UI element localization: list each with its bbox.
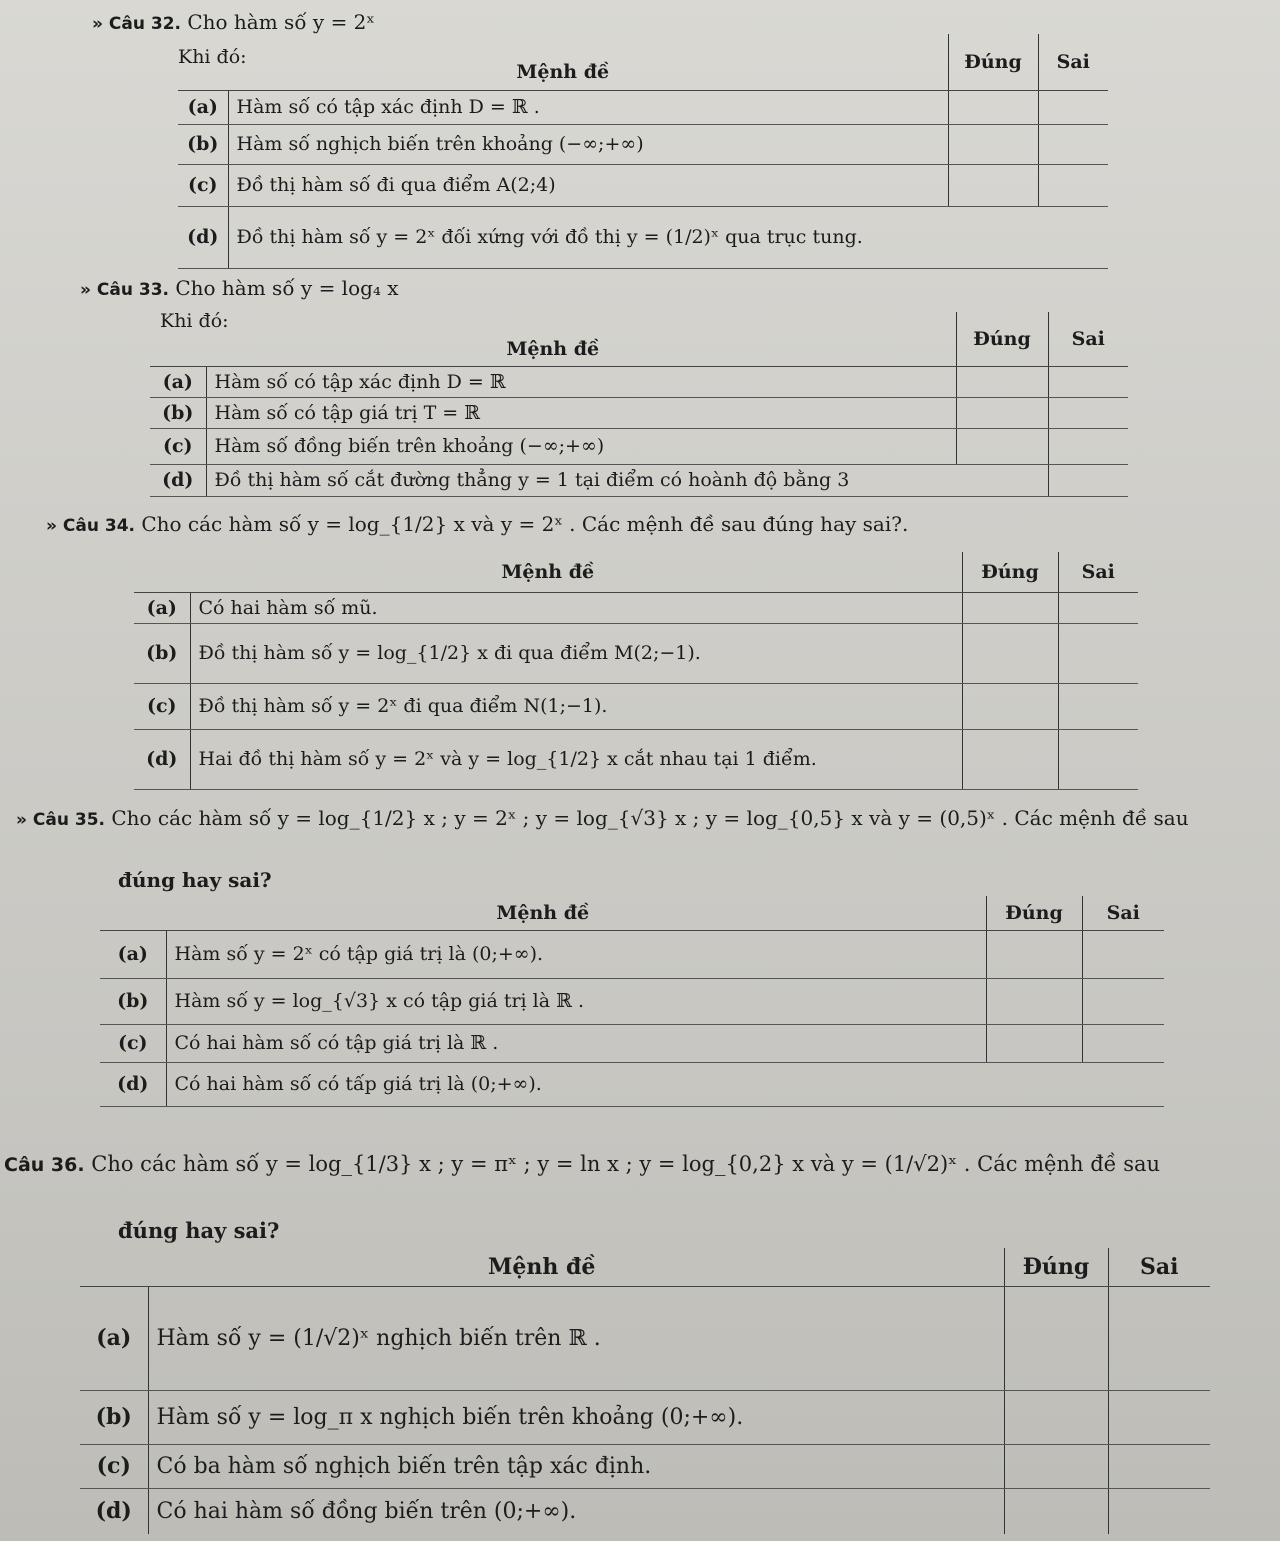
q36-row-c	[80, 1444, 1210, 1488]
dung-cell[interactable]	[948, 164, 1038, 206]
q35-col-sai: Sai	[1082, 896, 1164, 930]
dung-cell[interactable]	[962, 683, 1058, 729]
row-label: (a)	[178, 90, 228, 124]
sai-cell[interactable]	[1048, 366, 1128, 397]
q34-row-d	[134, 729, 1138, 789]
q34-text: Cho các hàm số y = log_{1/2} x và y = 2ˣ . Các mệnh đề sau đúng hay sai?.	[141, 512, 909, 536]
q33-header: » Câu 33.	[80, 280, 169, 300]
row-label: (d)	[80, 1488, 148, 1534]
q32-row-d	[178, 206, 1108, 268]
sai-cell[interactable]	[1082, 1062, 1164, 1106]
sai-cell[interactable]	[1038, 164, 1108, 206]
q35-text2: đúng hay sai?	[118, 868, 272, 892]
q35-table	[100, 896, 1164, 1107]
dung-cell[interactable]	[986, 978, 1082, 1024]
q35-row-b	[100, 978, 1164, 1024]
q36-title	[4, 1152, 1160, 1176]
row-label: (d)	[150, 464, 206, 496]
dung-cell[interactable]	[948, 124, 1038, 164]
dung-cell[interactable]	[986, 930, 1082, 978]
row-label: (a)	[80, 1286, 148, 1390]
q33-khi-do: Khi đó:	[160, 310, 229, 332]
q33-table	[150, 312, 1128, 497]
q32-col-dung: Đúng	[948, 34, 1038, 90]
sai-cell[interactable]	[1048, 464, 1128, 496]
q33-col-sai: Sai	[1048, 312, 1128, 366]
sai-cell[interactable]	[1058, 683, 1138, 729]
row-label: (a)	[100, 930, 166, 978]
q33-col-menh-de: Mệnh đề	[150, 312, 956, 366]
row-text: Đồ thị hàm số đi qua điểm A(2;4)	[228, 164, 948, 206]
row-text: Hàm số nghịch biến trên khoảng (−∞;+∞)	[228, 124, 948, 164]
q35-col-menh-de: Mệnh đề	[100, 896, 986, 930]
row-text: Có hai hàm số mũ.	[190, 592, 962, 623]
q35-row-c	[100, 1024, 1164, 1062]
row-label: (b)	[100, 978, 166, 1024]
row-label: (b)	[150, 397, 206, 428]
dung-cell[interactable]	[1004, 1390, 1108, 1444]
q33-row-d	[150, 464, 1128, 496]
q33-row-a	[150, 366, 1128, 397]
q35-header: » Câu 35.	[16, 810, 105, 830]
q35-title	[16, 806, 1189, 830]
q34-row-b	[134, 623, 1138, 683]
row-text: Hàm số đồng biến trên khoảng (−∞;+∞)	[206, 428, 956, 464]
q32-row-b	[178, 124, 1108, 164]
q32-col-sai: Sai	[1038, 34, 1108, 90]
sai-cell[interactable]	[1038, 124, 1108, 164]
q34-col-sai: Sai	[1058, 552, 1138, 592]
row-label: (c)	[134, 683, 190, 729]
row-label: (b)	[80, 1390, 148, 1444]
dung-cell[interactable]	[948, 90, 1038, 124]
dung-cell[interactable]	[956, 428, 1048, 464]
row-text: Hàm số có tập xác định D = ℝ	[206, 366, 956, 397]
q34-row-c	[134, 683, 1138, 729]
row-text: Hàm số y = log_{√3} x có tập giá trị là ℝ .	[166, 978, 986, 1024]
row-text: Hàm số y = 2ˣ có tập giá trị là (0;+∞).	[166, 930, 986, 978]
row-text: Hai đồ thị hàm số y = 2ˣ và y = log_{1/2} x cắt nhau tại 1 điểm.	[190, 729, 962, 789]
sai-cell[interactable]	[1048, 397, 1128, 428]
sai-cell[interactable]	[1082, 978, 1164, 1024]
sai-cell[interactable]	[1082, 1024, 1164, 1062]
row-label: (a)	[150, 366, 206, 397]
row-text: Có hai hàm số có tập giá trị là ℝ .	[166, 1024, 986, 1062]
row-text: Có ba hàm số nghịch biến trên tập xác định.	[148, 1444, 1004, 1488]
q32-title	[92, 10, 375, 34]
dung-cell[interactable]	[986, 1024, 1082, 1062]
row-text: Đồ thị hàm số cắt đường thẳng y = 1 tại điểm có hoành độ bằng 3	[206, 464, 1048, 496]
row-label: (d)	[100, 1062, 166, 1106]
q36-col-dung: Đúng	[1004, 1248, 1108, 1286]
row-label: (d)	[178, 206, 228, 268]
row-text: Hàm số có tập giá trị T = ℝ	[206, 397, 956, 428]
q32-table	[178, 34, 1108, 269]
q32-col-menh-de: Mệnh đề	[178, 34, 948, 90]
row-label: (c)	[150, 428, 206, 464]
q32-text: Cho hàm số y = 2ˣ	[187, 10, 375, 34]
q35-row-d	[100, 1062, 1164, 1106]
q32-row-c	[178, 164, 1108, 206]
dung-cell[interactable]	[1004, 1444, 1108, 1488]
q34-header: » Câu 34.	[46, 516, 135, 536]
q34-row-a	[134, 592, 1138, 623]
sai-cell[interactable]	[1058, 623, 1138, 683]
sai-cell[interactable]	[1048, 428, 1128, 464]
q35-text: Cho các hàm số y = log_{1/2} x ; y = 2ˣ ; y = log_{√3} x ; y = log_{0,5} x và y = (0,5)ˣ . Các mệnh đề sau	[111, 806, 1189, 830]
q34-col-dung: Đúng	[962, 552, 1058, 592]
row-text: Hàm số y = log_π x nghịch biến trên khoảng (0;+∞).	[148, 1390, 1004, 1444]
dung-cell[interactable]	[962, 729, 1058, 789]
q36-table	[80, 1248, 1210, 1534]
dung-cell[interactable]	[962, 592, 1058, 623]
dung-cell[interactable]	[956, 397, 1048, 428]
row-text: Hàm số y = (1/√2)ˣ nghịch biến trên ℝ .	[148, 1286, 1004, 1390]
q34-col-menh-de: Mệnh đề	[134, 552, 962, 592]
row-text: Hàm số có tập xác định D = ℝ .	[228, 90, 948, 124]
q33-title	[80, 276, 399, 300]
sai-cell[interactable]	[1108, 1488, 1210, 1534]
q32-khi-do: Khi đó:	[178, 46, 247, 68]
sai-cell[interactable]	[1108, 1390, 1210, 1444]
q34-table	[134, 552, 1138, 790]
q36-text: Cho các hàm số y = log_{1/3} x ; y = πˣ ; y = ln x ; y = log_{0,2} x và y = (1/√2)ˣ . Các mệnh đề sau	[91, 1152, 1161, 1176]
row-label: (b)	[178, 124, 228, 164]
q33-row-b	[150, 397, 1128, 428]
row-label: (c)	[178, 164, 228, 206]
q36-text2: đúng hay sai?	[118, 1218, 280, 1243]
q34-title	[46, 512, 908, 536]
q35-row-a	[100, 930, 1164, 978]
q36-row-a	[80, 1286, 1210, 1390]
row-label: (d)	[134, 729, 190, 789]
row-text: Đồ thị hàm số y = log_{1/2} x đi qua điểm M(2;−1).	[190, 623, 962, 683]
q33-text: Cho hàm số y = log₄ x	[175, 276, 399, 300]
row-text: Đồ thị hàm số y = 2ˣ đối xứng với đồ thị y = (1/2)ˣ qua trục tung.	[228, 206, 1108, 268]
row-label: (a)	[134, 592, 190, 623]
q32-row-a	[178, 90, 1108, 124]
sai-cell[interactable]	[1082, 930, 1164, 978]
sai-cell[interactable]	[1108, 1286, 1210, 1390]
dung-cell[interactable]	[1004, 1488, 1108, 1534]
sai-cell[interactable]	[1108, 1444, 1210, 1488]
q32-header: » Câu 32.	[92, 14, 181, 34]
row-label: (b)	[134, 623, 190, 683]
q33-row-c	[150, 428, 1128, 464]
sai-cell[interactable]	[1058, 729, 1138, 789]
dung-cell[interactable]	[956, 366, 1048, 397]
dung-cell[interactable]	[962, 623, 1058, 683]
row-text: Có hai hàm số có tấp giá trị là (0;+∞).	[166, 1062, 1082, 1106]
q36-col-menh-de: Mệnh đề	[80, 1248, 1004, 1286]
row-text: Đồ thị hàm số y = 2ˣ đi qua điểm N(1;−1).	[190, 683, 962, 729]
row-label: (c)	[100, 1024, 166, 1062]
q36-header: Câu 36.	[4, 1154, 85, 1176]
dung-cell[interactable]	[1004, 1286, 1108, 1390]
row-label: (c)	[80, 1444, 148, 1488]
q36-row-b	[80, 1390, 1210, 1444]
row-text: Có hai hàm số đồng biến trên (0;+∞).	[156, 1498, 577, 1524]
sai-cell[interactable]	[1058, 592, 1138, 623]
sai-cell[interactable]	[1038, 90, 1108, 124]
q36-row-d	[80, 1488, 1210, 1534]
q35-col-dung: Đúng	[986, 896, 1082, 930]
q36-col-sai: Sai	[1108, 1248, 1210, 1286]
q33-col-dung: Đúng	[956, 312, 1048, 366]
